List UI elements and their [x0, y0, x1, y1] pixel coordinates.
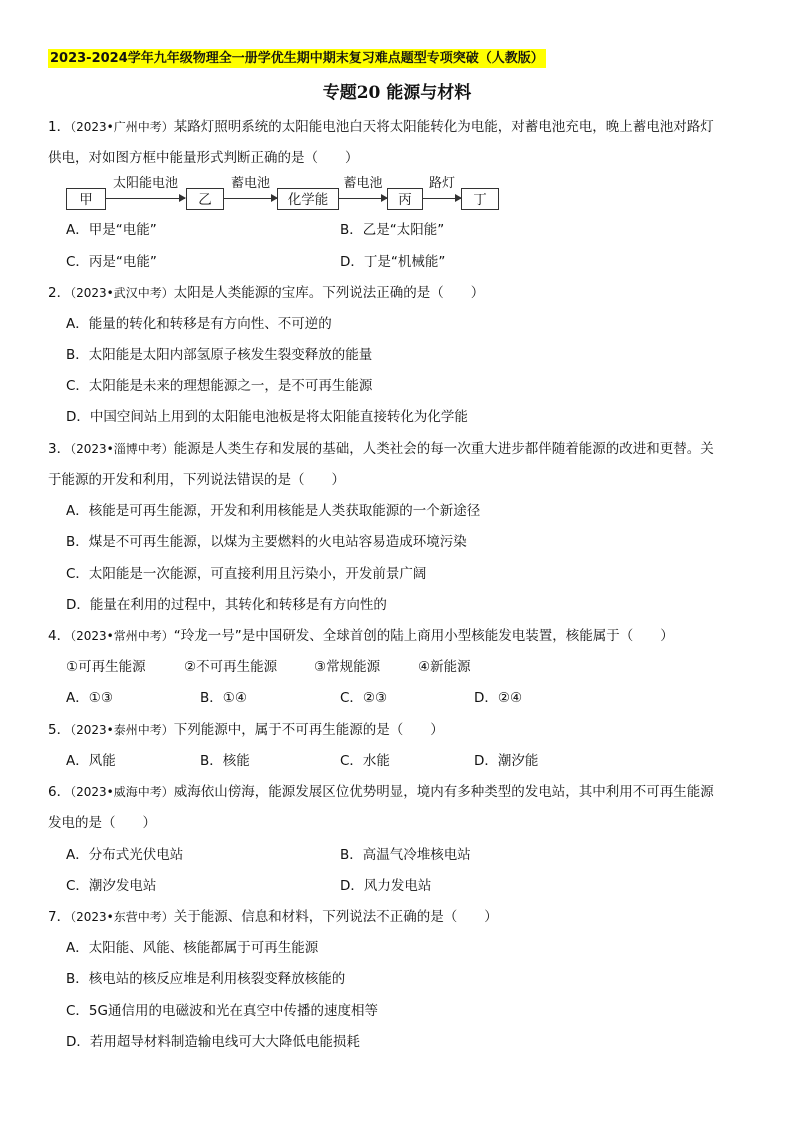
- q4-item-1: ①可再生能源: [66, 659, 146, 675]
- q4-option-d[interactable]: D．②④: [474, 690, 523, 706]
- flow-arrow-1: [106, 198, 185, 199]
- q3-option-a[interactable]: A．核能是可再生能源，开发和利用核能是人类获取能源的一个新途径: [66, 503, 481, 519]
- q3-stem-line1: 3．（2023•淄博中考）能源是人类生存和发展的基础，人类社会的每一次重大进步都伴随着能源的改进和更替。关: [48, 441, 714, 457]
- q6-option-d[interactable]: D．风力发电站: [340, 878, 432, 894]
- q3-option-c[interactable]: C．太阳能是一次能源，可直接利用且污染小，开发前景广阔: [66, 566, 427, 582]
- q4-source: （2023•常州中考）: [70, 629, 174, 643]
- q5-option-b[interactable]: B．核能: [200, 753, 250, 769]
- flow-arrow-label-4: 路灯: [428, 176, 455, 191]
- q2-option-b[interactable]: B．太阳能是太阳内部氢原子核发生裂变释放的能量: [66, 347, 373, 363]
- flow-box-ding: 丁: [461, 188, 499, 210]
- flow-arrow-2: [224, 198, 277, 199]
- q6-option-c[interactable]: C．潮汐发电站: [66, 878, 157, 894]
- q5-option-c[interactable]: C．水能: [340, 753, 390, 769]
- q1-stem-line2: 供电，对如图方框中能量形式判断正确的是（ ）: [48, 150, 359, 166]
- energy-flow-diagram: [66, 172, 506, 216]
- q3-source: （2023•淄博中考）: [70, 442, 174, 456]
- q7-option-a[interactable]: A．太阳能、风能、核能都属于可再生能源: [66, 940, 319, 956]
- q3-option-d[interactable]: D．能量在利用的过程中，其转化和转移是有方向性的: [66, 597, 387, 613]
- flow-arrow-label-1: 太阳能电池: [112, 176, 178, 191]
- q2-option-c[interactable]: C．太阳能是未来的理想能源之一，是不可再生能源: [66, 378, 373, 394]
- q7-option-c[interactable]: C．5G通信用的电磁波和光在真空中传播的速度相等: [66, 1003, 378, 1019]
- q7-option-b[interactable]: B．核电站的核反应堆是利用核裂变释放核能的: [66, 971, 346, 987]
- q6-source: （2023•威海中考）: [70, 785, 174, 799]
- flow-box-jia: 甲: [66, 188, 106, 210]
- q4-item-2: ②不可再生能源: [184, 659, 278, 675]
- flow-box-chemical: 化学能: [277, 188, 339, 210]
- q4-option-b[interactable]: B．①④: [200, 690, 247, 706]
- q5-source: （2023•泰州中考）: [70, 723, 174, 737]
- q1-option-a[interactable]: A．甲是“电能”: [66, 222, 157, 238]
- q5-option-d[interactable]: D．潮汐能: [474, 753, 539, 769]
- q2-source: （2023•武汉中考）: [70, 286, 174, 300]
- q1-stem-line1: 1．（2023•广州中考）某路灯照明系统的太阳能电池白天将太阳能转化为电能，对蓄电池充电，晚上蓄电池对路灯: [48, 119, 714, 135]
- q6-option-b[interactable]: B．高温气冷堆核电站: [340, 847, 471, 863]
- q1-option-c[interactable]: C．丙是“电能”: [66, 254, 157, 270]
- topic-title: 专题20 能源与材料: [322, 83, 472, 103]
- q3-option-b[interactable]: B．煤是不可再生能源，以煤为主要燃料的火电站容易造成环境污染: [66, 534, 467, 550]
- q5-stem: 5．（2023•泰州中考）下列能源中，属于不可再生能源的是（ ）: [48, 722, 444, 738]
- q7-option-d[interactable]: D．若用超导材料制造输电线可大大降低电能损耗: [66, 1034, 360, 1050]
- q3-stem-line2: 于能源的开发和利用，下列说法错误的是（ ）: [48, 472, 345, 488]
- flow-arrow-4: [423, 198, 461, 199]
- q4-item-3: ③常规能源: [314, 659, 381, 675]
- q1-option-b[interactable]: B．乙是“太阳能”: [340, 222, 445, 238]
- q2-option-a[interactable]: A．能量的转化和转移是有方向性、不可逆的: [66, 316, 332, 332]
- q7-stem: 7．（2023•东营中考）关于能源、信息和材料，下列说法不正确的是（ ）: [48, 909, 498, 925]
- flow-arrow-label-3: 蓄电池: [343, 176, 383, 191]
- series-banner: 2023-2024学年九年级物理全一册学优生期中期末复习难点题型专项突破（人教版）: [50, 51, 544, 66]
- q6-stem-line1: 6．（2023•威海中考）威海依山傍海，能源发展区位优势明显，境内有多种类型的发电站，其中利用不可再生能源: [48, 784, 714, 800]
- q6-stem-line2: 发电的是（ ）: [48, 815, 156, 831]
- q4-stem: 4．（2023•常州中考）“玲龙一号”是中国研发、全球首创的陆上商用小型核能发电装置，核能属于（ ）: [48, 628, 674, 644]
- q6-option-a[interactable]: A．分布式光伏电站: [66, 847, 184, 863]
- q2-stem: 2．（2023•武汉中考）太阳是人类能源的宝库。下列说法正确的是（ ）: [48, 285, 485, 301]
- q1-option-d[interactable]: D．丁是“机械能”: [340, 254, 446, 270]
- flow-arrow-label-2: 蓄电池: [230, 176, 270, 191]
- flow-box-yi: 乙: [186, 188, 224, 210]
- q7-source: （2023•东营中考）: [70, 910, 174, 924]
- flow-arrow-3: [339, 198, 387, 199]
- q4-item-4: ④新能源: [418, 659, 471, 675]
- q5-option-a[interactable]: A．风能: [66, 753, 116, 769]
- q1-source: （2023•广州中考）: [70, 120, 174, 134]
- flow-box-bing: 丙: [387, 188, 423, 210]
- q4-option-c[interactable]: C．②③: [340, 690, 388, 706]
- q2-option-d[interactable]: D．中国空间站上用到的太阳能电池板是将太阳能直接转化为化学能: [66, 409, 468, 425]
- q4-option-a[interactable]: A．①③: [66, 690, 113, 706]
